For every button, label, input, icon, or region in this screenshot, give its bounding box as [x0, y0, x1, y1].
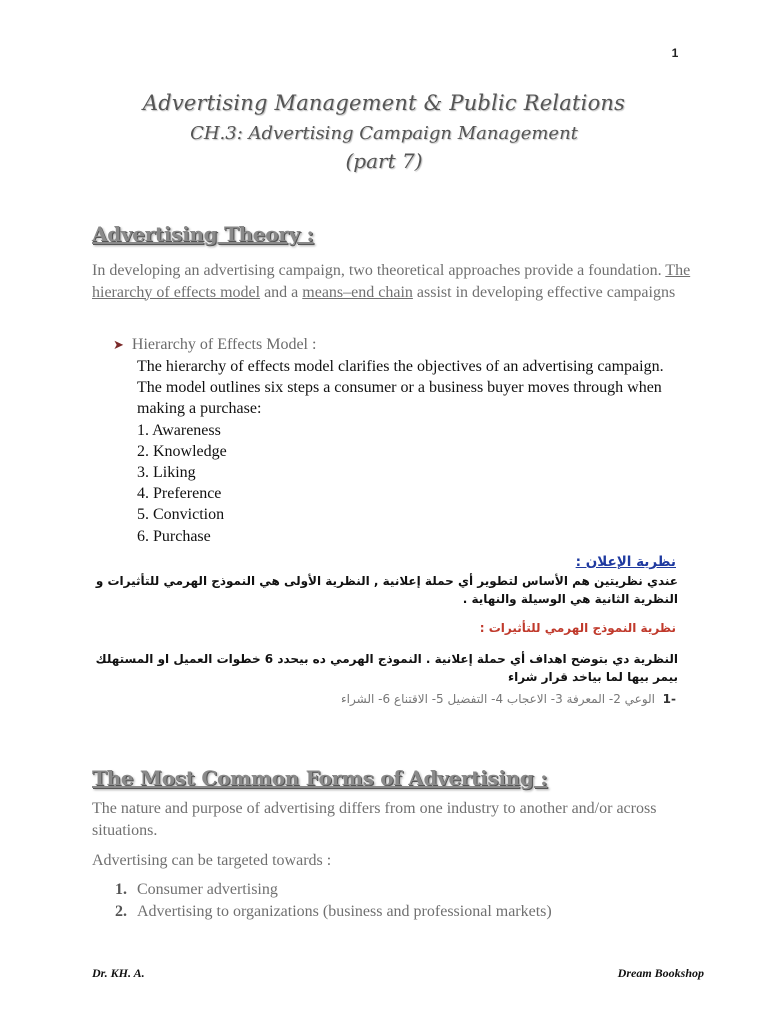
list-item [115, 879, 552, 901]
arabic-theory-paragraph: عندي نظريتين هم الأساس لتطوير أي حملة إعلانية , النظرية الأولى هي النموذج الهرمي للتأثيرات و النظرية الثانية هي الوسيلة والنهاية . [95, 574, 678, 606]
title-line-3: (part 7) [345, 149, 423, 173]
arabic-theory-heading: نظرية الإعلان : [575, 554, 676, 570]
arrow-bullet-icon: ➤ [113, 337, 124, 352]
arabic-steps-text: الوعي 2- المعرفة 3- الاعجاب 4- التفضيل 5- الاقتناع 6- الشراء [341, 692, 656, 706]
list-item: 1. Awareness [137, 421, 221, 439]
hierarchy-model-heading-text: Hierarchy of Effects Model : [131, 336, 317, 353]
list-item: 5. Conviction [137, 506, 225, 524]
footer-publisher: Dream Bookshop [617, 966, 704, 980]
intro-text-b: and a [260, 283, 303, 301]
list-item-number: 1. [115, 881, 127, 898]
forms-list [115, 879, 552, 923]
list-item-text: Advertising to organizations (business and professional markets) [137, 903, 552, 920]
arabic-steps-number: -1 [662, 692, 676, 706]
arabic-hierarchy-heading: نظرية النموذج الهرمي للتأثيرات : [479, 621, 676, 635]
arabic-steps-line [341, 692, 676, 706]
common-forms-heading: The Most Common Forms of Advertising : [92, 766, 548, 790]
list-item: 4. Preference [137, 485, 222, 503]
means-end-chain-link: means–end chain [302, 283, 413, 301]
title-line-2: CH.3: Advertising Campaign Management [190, 123, 578, 144]
list-item: 6. Purchase [137, 527, 211, 545]
intro-text-c: assist in developing effective campaigns [412, 283, 676, 301]
footer-author: Dr. KH. A. [92, 966, 145, 980]
title-line-1: Advertising Management & Public Relations [142, 91, 626, 115]
hierarchy-model-body [137, 356, 677, 547]
list-item-number: 2. [115, 903, 127, 920]
hierarchy-model-heading [113, 334, 316, 355]
list-item: 2. Knowledge [137, 442, 227, 460]
hierarchy-model-text: The hierarchy of effects model clarifies the objectives of an advertising campaign. The model outlines six steps a consumer or a business buyer moves through when making a purchase: [137, 358, 664, 418]
list-item [115, 901, 552, 923]
advertising-theory-heading: Advertising Theory : [92, 222, 314, 246]
hierarchy-steps-list [137, 420, 677, 547]
intro-text-a: In developing an advertising campaign, two theoretical approaches provide a foundation. [92, 262, 666, 279]
hierarchy-model-link: The hierarchy of effects model [92, 262, 691, 301]
arabic-hierarchy-paragraph: النظرية دي بتوضح اهداف أي حملة إعلانية . النموذج الهرمي ده بيحدد 6 خطوات العميل او المستهلك بيمر بيها لما بياخد قرار شراء [95, 652, 678, 684]
page-number: 1 [671, 46, 679, 60]
target-paragraph: Advertising can be targeted towards : [92, 852, 332, 869]
list-item-text: Consumer advertising [137, 881, 278, 898]
list-item: 3. Liking [137, 464, 196, 482]
nature-paragraph: The nature and purpose of advertising differs from one industry to another and/or across situations. [92, 800, 657, 839]
theory-intro-paragraph [92, 260, 692, 303]
document-title [0, 90, 768, 174]
